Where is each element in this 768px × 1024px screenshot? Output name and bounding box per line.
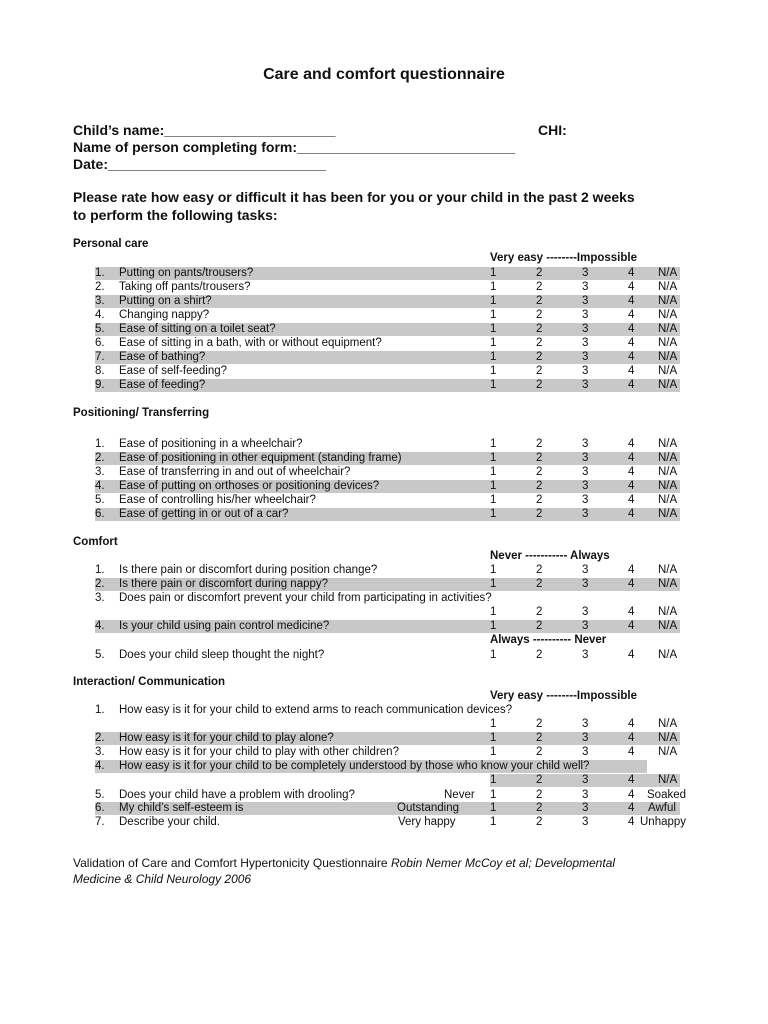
rating-3[interactable]: 3 [582, 746, 589, 758]
rating-4[interactable]: 4 [628, 649, 635, 661]
section-personal-care: Personal care [73, 238, 149, 250]
rating-1[interactable]: 1 [490, 564, 497, 576]
rating-1[interactable]: 1 [490, 438, 497, 450]
rating-4[interactable]: 4 [628, 774, 635, 786]
rating-1[interactable]: 1 [490, 452, 497, 464]
rating-na[interactable]: N/A [658, 365, 678, 377]
rating-na[interactable]: N/A [658, 494, 678, 506]
scale-always-never: Always ---------- Never [490, 634, 607, 646]
rating-na[interactable]: N/A [658, 578, 678, 590]
rating-na[interactable]: N/A [658, 323, 678, 335]
rating-4[interactable]: 4 [628, 452, 635, 464]
question-ratings [490, 774, 680, 787]
rating-2[interactable]: 2 [536, 323, 543, 335]
rating-na[interactable]: N/A [658, 281, 678, 293]
rating-4[interactable]: 4 [628, 365, 635, 377]
rating-2[interactable]: 2 [536, 480, 543, 492]
rating-3[interactable]: 3 [582, 494, 589, 506]
rating-2[interactable]: 2 [536, 802, 543, 814]
question-row: 1. How easy is it for your child to extend arms to reach communication devices? [95, 704, 513, 716]
rating-2[interactable]: 2 [536, 365, 543, 377]
rating-2[interactable]: 2 [536, 746, 543, 758]
rating-1[interactable]: 1 [490, 323, 497, 335]
rating-4[interactable]: 4 [628, 351, 635, 363]
question-row: 4. Changing nappy? 1 2 3 4 N/A [95, 309, 678, 321]
rating-2[interactable]: 2 [536, 606, 543, 618]
rating-3[interactable]: 3 [582, 578, 589, 590]
rating-na[interactable]: N/A [658, 309, 678, 321]
rating-1[interactable]: 1 [490, 732, 497, 744]
rating-2[interactable]: 2 [536, 732, 543, 744]
person-completing-field[interactable]: Name of person completing form:____________________________ [73, 139, 516, 155]
rating-3[interactable]: 3 [582, 351, 589, 363]
scale-very-easy-impossible: Very easy --------Impossible [490, 252, 637, 264]
rating-1[interactable]: 1 [490, 365, 497, 377]
question-ratings [95, 718, 680, 731]
rating-1[interactable]: 1 [490, 816, 497, 828]
rating-3[interactable]: 3 [582, 323, 589, 335]
scale-very-easy-impossible-2: Very easy --------Impossible [490, 690, 637, 702]
rating-3[interactable]: 3 [582, 309, 589, 321]
rating-4[interactable]: 4 [628, 578, 635, 590]
rating-1[interactable]: 1 [490, 309, 497, 321]
rating-na[interactable]: N/A [658, 508, 678, 520]
intro-line-2: to perform the following tasks: [73, 207, 278, 223]
question-row: 8. Ease of self-feeding? 1 2 3 4 N/A [95, 365, 678, 377]
rating-2[interactable]: 2 [536, 649, 543, 661]
section-comfort: Comfort [73, 536, 118, 548]
rating-1[interactable]: 1 [490, 789, 497, 801]
rating-na[interactable]: N/A [658, 718, 678, 730]
rating-3[interactable]: 3 [582, 466, 589, 478]
rating-3[interactable]: 3 [582, 508, 589, 520]
rating-na[interactable]: N/A [658, 295, 678, 307]
rating-na[interactable]: N/A [658, 649, 678, 661]
rating-na[interactable]: N/A [658, 438, 678, 450]
rating-2[interactable]: 2 [536, 816, 543, 828]
rating-1[interactable]: 1 [490, 774, 497, 786]
rating-na[interactable]: N/A [658, 564, 678, 576]
question-row: 2. Ease of positioning in other equipment (standing frame) 1 2 3 4 N/A [95, 452, 680, 465]
rating-2[interactable]: 2 [536, 295, 543, 307]
question-row: 5. Does your child have a problem with drooling? Never 1 2 3 4 Soaked [95, 789, 687, 801]
rating-4[interactable]: 4 [628, 620, 635, 632]
rating-na[interactable]: N/A [658, 466, 678, 478]
rating-4[interactable]: 4 [628, 480, 635, 492]
rating-2[interactable]: 2 [536, 466, 543, 478]
rating-2[interactable]: 2 [536, 494, 543, 506]
rating-1[interactable]: 1 [490, 718, 497, 730]
question-row: 5. Ease of sitting on a toilet seat? 1 2 3 4 N/A [95, 323, 680, 336]
rating-3[interactable]: 3 [582, 789, 589, 801]
rating-1[interactable]: 1 [490, 649, 497, 661]
rating-1[interactable]: 1 [490, 281, 497, 293]
rating-na[interactable]: N/A [658, 351, 678, 363]
rating-awful[interactable]: Awful [648, 802, 676, 814]
rating-2[interactable]: 2 [536, 337, 543, 349]
rating-4[interactable]: 4 [628, 746, 635, 758]
question-row: 3. Putting on a shirt? 1 2 3 4 N/A [95, 295, 680, 308]
rating-4[interactable]: 4 [628, 816, 635, 828]
rating-2[interactable]: 2 [536, 351, 543, 363]
rating-4[interactable]: 4 [628, 379, 635, 391]
date-field[interactable]: Date:____________________________ [73, 156, 327, 172]
rating-2[interactable]: 2 [536, 379, 543, 391]
rating-1[interactable]: 1 [490, 379, 497, 391]
section-positioning: Positioning/ Transferring [73, 407, 210, 419]
rating-3[interactable]: 3 [582, 732, 589, 744]
rating-1[interactable]: 1 [490, 802, 497, 814]
rating-3[interactable]: 3 [582, 774, 589, 786]
question-ratings [95, 606, 680, 619]
rating-3[interactable]: 3 [582, 620, 589, 632]
intro-line-1: Please rate how easy or difficult it has been for you or your child in the past 2 weeks [73, 189, 635, 205]
rating-4[interactable]: 4 [628, 267, 635, 279]
rating-na[interactable]: N/A [658, 480, 678, 492]
chi-field[interactable]: CHI: [538, 122, 567, 138]
rating-4[interactable]: 4 [628, 508, 635, 520]
rating-na[interactable]: N/A [658, 732, 678, 744]
citation-authors: Robin Nemer McCoy et al; Developmental [390, 856, 616, 870]
rating-3[interactable]: 3 [582, 718, 589, 730]
rating-4[interactable]: 4 [628, 802, 635, 814]
question-row: 2. Is there pain or discomfort during nappy? 1 2 3 4 N/A [95, 578, 680, 591]
question-row: 2. How easy is it for your child to play alone? 1 2 3 4 N/A [95, 732, 680, 745]
rating-2[interactable]: 2 [536, 718, 543, 730]
rating-na[interactable]: N/A [658, 267, 678, 279]
question-row: 4. Is your child using pain control medicine? 1 2 3 4 N/A [95, 620, 680, 633]
rating-4[interactable]: 4 [628, 718, 635, 730]
rating-3[interactable]: 3 [582, 564, 589, 576]
rating-3[interactable]: 3 [582, 606, 589, 618]
rating-3[interactable]: 3 [582, 365, 589, 377]
question-row: 9. Ease of feeding? 1 2 3 4 N/A [95, 379, 680, 392]
rating-2[interactable]: 2 [536, 774, 543, 786]
rating-na[interactable]: N/A [658, 620, 678, 632]
rating-1[interactable]: 1 [490, 480, 497, 492]
rating-2[interactable]: 2 [536, 452, 543, 464]
rating-4[interactable]: 4 [628, 466, 635, 478]
question-row: 6. Ease of getting in or out of a car? 1 2 3 4 N/A [95, 508, 680, 521]
rating-1[interactable]: 1 [490, 508, 497, 520]
rating-3[interactable]: 3 [582, 295, 589, 307]
rating-2[interactable]: 2 [536, 309, 543, 321]
rating-3[interactable]: 3 [582, 649, 589, 661]
rating-1[interactable]: 1 [490, 351, 497, 363]
question-row: 5. Ease of controlling his/her wheelchair? 1 2 3 4 N/A [95, 494, 678, 506]
rating-2[interactable]: 2 [536, 267, 543, 279]
rating-1[interactable]: 1 [490, 606, 497, 618]
rating-unhappy[interactable]: Unhappy [640, 816, 687, 828]
rating-2[interactable]: 2 [536, 620, 543, 632]
rating-na[interactable]: N/A [658, 337, 678, 349]
rating-2[interactable]: 2 [536, 281, 543, 293]
question-row: 7. Describe your child. Very happy 1 2 3 4 Unhappy [95, 816, 687, 828]
rating-4[interactable]: 4 [628, 494, 635, 506]
rating-4[interactable]: 4 [628, 281, 635, 293]
rating-4[interactable]: 4 [628, 564, 635, 576]
rating-4[interactable]: 4 [628, 789, 635, 801]
child-name-field[interactable]: Child’s name:______________________ [73, 122, 336, 138]
question-row: 1. Ease of positioning in a wheelchair? 1 2 3 4 N/A [95, 438, 678, 450]
rating-2[interactable]: 2 [536, 438, 543, 450]
question-row: 4. Ease of putting on orthoses or positioning devices? 1 2 3 4 N/A [95, 480, 680, 493]
question-row: 2. Taking off pants/trousers? 1 2 3 4 N/A [95, 281, 678, 293]
rating-3[interactable]: 3 [582, 438, 589, 450]
rating-4[interactable]: 4 [628, 337, 635, 349]
rating-4[interactable]: 4 [628, 438, 635, 450]
rating-1[interactable]: 1 [490, 494, 497, 506]
rating-2[interactable]: 2 [536, 789, 543, 801]
question-row: 3. How easy is it for your child to play with other children? 1 2 3 4 N/A [95, 746, 678, 758]
rating-soaked[interactable]: Soaked [647, 789, 687, 801]
question-row: 1. Putting on pants/trousers? 1 2 3 4 N/A [95, 267, 680, 280]
rating-3[interactable]: 3 [582, 337, 589, 349]
question-row: 1. Is there pain or discomfort during position change? 1 2 3 4 N/A [95, 564, 678, 576]
rating-2[interactable]: 2 [536, 564, 543, 576]
rating-3[interactable]: 3 [582, 480, 589, 492]
question-row: 6. Ease of sitting in a bath, with or without equipment? 1 2 3 4 N/A [95, 337, 678, 349]
citation-text: Validation of Care and Comfort Hypertonicity Questionnaire [73, 856, 391, 870]
rating-1[interactable]: 1 [490, 337, 497, 349]
rating-2[interactable]: 2 [536, 578, 543, 590]
rating-na[interactable]: N/A [658, 452, 678, 464]
rating-na[interactable]: N/A [658, 379, 678, 391]
question-row: 7. Ease of bathing? 1 2 3 4 N/A [95, 351, 680, 364]
question-row: 4. How easy is it for your child to be completely understood by those who know your child well? [95, 760, 647, 773]
rating-3[interactable]: 3 [582, 267, 589, 279]
rating-4[interactable]: 4 [628, 323, 635, 335]
citation-line-2: Medicine & Child Neurology 2006 [73, 872, 252, 886]
rating-na[interactable]: N/A [658, 606, 678, 618]
rating-na[interactable]: N/A [658, 774, 678, 786]
rating-1[interactable]: 1 [490, 295, 497, 307]
rating-3[interactable]: 3 [582, 281, 589, 293]
question-row: 6. My child’s self-esteem is Outstanding 1 2 3 4 Awful [95, 802, 680, 815]
rating-4[interactable]: 4 [628, 295, 635, 307]
rating-1[interactable]: 1 [490, 746, 497, 758]
question-row: 5. Does your child sleep thought the night? 1 2 3 4 N/A [95, 649, 678, 661]
question-row: 3. Ease of transferring in and out of wheelchair? 1 2 3 4 N/A [95, 466, 678, 478]
rating-3[interactable]: 3 [582, 802, 589, 814]
rating-1[interactable]: 1 [490, 578, 497, 590]
section-interaction: Interaction/ Communication [73, 676, 226, 688]
rating-3[interactable]: 3 [582, 379, 589, 391]
rating-4[interactable]: 4 [628, 732, 635, 744]
rating-2[interactable]: 2 [536, 508, 543, 520]
rating-na[interactable]: N/A [658, 746, 678, 758]
rating-1[interactable]: 1 [490, 620, 497, 632]
rating-3[interactable]: 3 [582, 816, 589, 828]
rating-3[interactable]: 3 [582, 452, 589, 464]
rating-1[interactable]: 1 [490, 466, 497, 478]
rating-1[interactable]: 1 [490, 267, 497, 279]
rating-4[interactable]: 4 [628, 309, 635, 321]
scale-never-always: Never ----------- Always [490, 550, 610, 562]
page-title: Care and comfort questionnaire [263, 66, 505, 83]
citation-line-1 [73, 856, 615, 870]
question-row: 3. Does pain or discomfort prevent your child from participating in activities? [95, 592, 492, 604]
rating-4[interactable]: 4 [628, 606, 635, 618]
